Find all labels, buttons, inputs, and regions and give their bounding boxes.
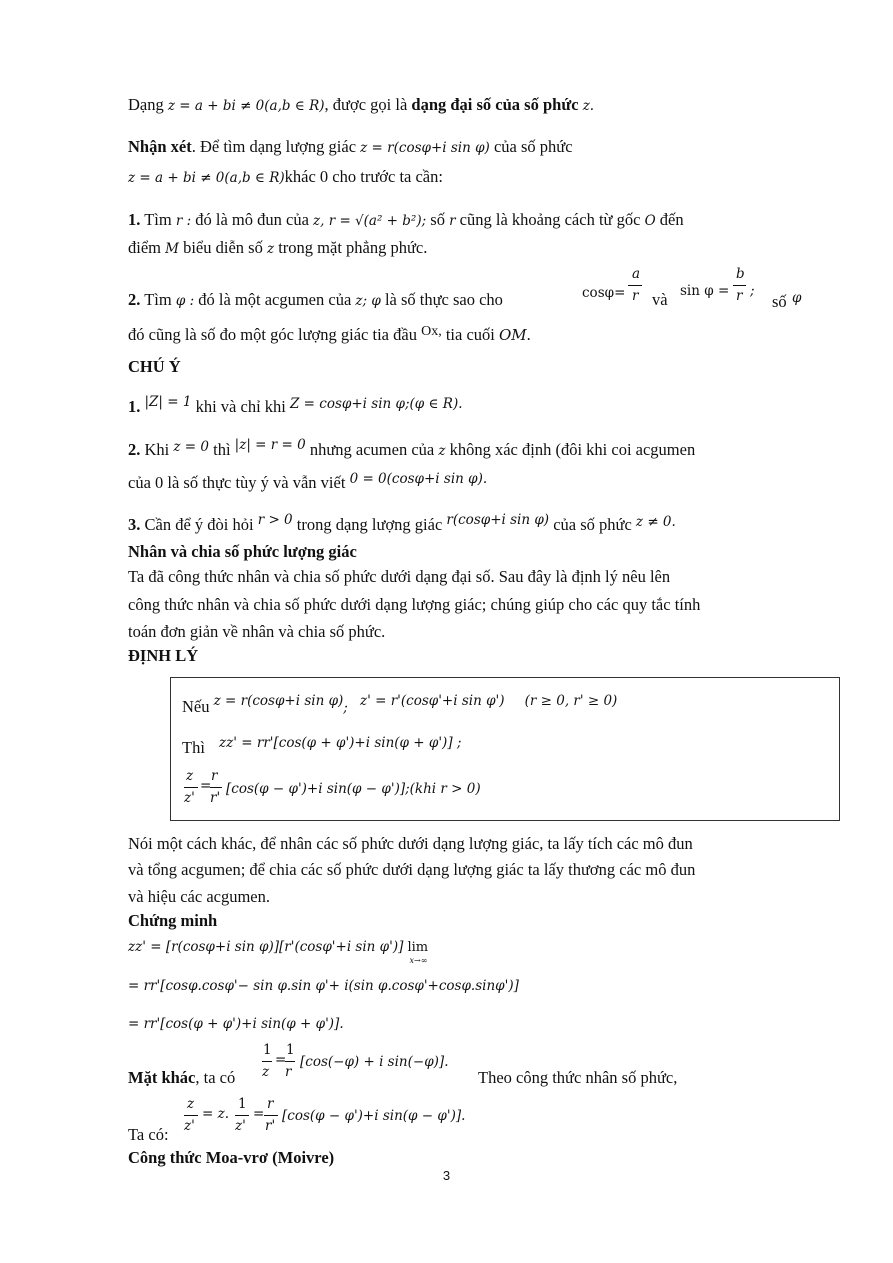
denominator: r [632,288,639,304]
line-nhan-xet [128,137,573,158]
formula: z' = r'(cosφ'+i sin φ') [359,693,505,709]
denominator: r' [265,1118,276,1134]
formula: OM [498,326,527,344]
text: biểu diễn số [183,238,263,257]
line-tia-dau [128,325,531,347]
proof-heading [128,911,217,931]
formula: zz' = [r(cosφ+i sin φ)][r'(cosφ'+i sin φ')] [128,939,404,955]
heading: CHÚ Ý [128,357,181,376]
text: Nếu [182,697,210,716]
formula: |z| = r = 0 [234,437,306,453]
formula: x→∞ [409,956,428,965]
text: đó là một acgumen của [198,290,352,309]
line-dang-dai-so [128,95,594,116]
formula: ; [750,283,755,299]
line-chu-y-3 [128,512,676,536]
text: Theo công thức nhân số phức, [478,1068,678,1087]
text: của 0 là số thực tùy ý và vẫn viết [128,473,346,492]
formula: Ox, [421,324,442,339]
line-chu-y-1 [128,394,463,418]
fraction-bar [184,1115,198,1116]
fraction-bar [235,1115,249,1116]
denominator: z' [184,1118,195,1134]
text: tia cuối [445,325,495,344]
formula: lim [407,940,429,955]
section-title [128,542,357,562]
numerator: 1 [238,1096,247,1112]
formula: φ [792,290,802,306]
formula: z ≠ 0. [635,514,676,530]
item-number: 2. [128,440,141,459]
text: . Để tìm dạng lượng giác [191,137,357,156]
bold-term: dạng đại số của số phức [411,95,579,114]
formula: = z. [202,1106,230,1122]
formula: z [438,443,446,459]
denominator: z' [235,1118,246,1134]
formula: = rr'[cos(φ + φ')+i sin(φ + φ')]. [128,1016,344,1032]
paragraph-line: Nói một cách khác, để nhân các số phức dưới dạng lượng giác, ta lấy tích các mô đun [128,834,693,853]
item-number: 1. [128,397,141,416]
denominator: z [262,1064,270,1080]
matkhac-fraction: 1 z = 1 r [262,1042,295,1080]
line-tim-r [128,210,684,231]
fraction-bar [628,285,642,286]
text: , được gọi là [324,95,408,114]
denominator: r [285,1064,292,1080]
numerator: b [736,266,745,282]
numerator: r [211,768,218,784]
line-khac-0 [128,167,443,188]
line-tim-phi [128,290,503,311]
formula: r [449,213,456,229]
text: Cần để ý đòi hỏi [144,515,254,534]
formula: z. [582,98,595,114]
formula: Z = cosφ+i sin φ;(φ ∈ R). [290,396,463,412]
heading-chu-y [128,357,181,377]
numerator: z [187,1096,195,1112]
text: Thì [182,738,205,757]
heading: ĐỊNH LÝ [128,646,199,665]
formula: z = a + bi ≠ 0(a,b ∈ R) [128,170,285,186]
formula: cosφ= [582,285,626,301]
line-chu-y-2b [128,473,487,494]
formula: z = 0 [173,439,209,455]
text: thì [213,440,231,459]
text: đến [659,210,684,229]
numerator: 1 [263,1042,272,1058]
proof-line-3 [128,1013,344,1034]
text: Dạng [128,95,164,114]
formula: M [165,241,179,257]
text: nhưng acumen của [309,440,435,459]
text: trong dạng lượng giác [296,515,443,534]
formula: ; [343,700,348,716]
box-fraction: z z' = r r' [184,768,221,806]
text: Khi [144,440,170,459]
paragraph-line: công thức nhân và chia số phức dưới dạng lượng giác; chúng giúp cho các quy tắc tính [128,595,701,614]
item-number: 1. [128,210,141,229]
formula: r : [175,213,192,229]
text: . [526,325,531,344]
formula: z, r = √(a² + b²); [313,213,427,229]
denominator: r' [210,790,221,806]
numerator: 1 [286,1042,295,1058]
paragraph-line: toán đơn giản về nhân và chia số phức. [128,622,386,641]
fraction-bar [210,787,222,788]
text: là số thực sao cho [384,290,503,309]
text: của số phức [553,515,632,534]
text: , ta có [195,1068,236,1087]
proof-line-1 [128,936,433,965]
text: và [652,290,668,309]
paragraph-line: và hiệu các acgumen. [128,887,271,906]
denominator: r [736,288,743,304]
box-line-1 [182,693,618,718]
numerator: r [267,1096,274,1112]
text: đó cũng là số đo một góc lượng giác tia đầu [128,325,417,344]
page-number: 3 [442,1168,451,1183]
fraction-bar [733,285,746,286]
proof-line-2: = rr'[cosφ.cosφ'− sin φ.sin φ'+ i(sin φ.cosφ'+cosφ.sinφ')] [128,978,519,994]
item-number: 3. [128,515,141,534]
text: điểm [128,238,161,257]
fraction-bar [264,1115,278,1116]
text: khác 0 cho trước ta cần: [284,167,443,186]
denominator: z' [184,790,195,806]
heading: Công thức Moa-vrơ (Moivre) [128,1148,335,1167]
formula: O [644,213,656,229]
formula: zz' = rr'[cos(φ + φ')+i sin(φ + φ')] ; [219,735,462,751]
text: không xác định (đôi khi coi acgumen [449,440,696,459]
line-mat-khac [128,1068,235,1088]
fraction-bar [262,1061,272,1062]
formula: z = a + bi ≠ 0(a,b ∈ R) [167,98,325,114]
formula: sin φ = [680,283,730,299]
text: số [772,292,787,311]
formula: φ : [175,293,195,309]
heading: Chứng minh [128,911,218,930]
formula: [cos(φ − φ')+i sin(φ − φ')]. [282,1108,466,1124]
moivre-heading [128,1148,334,1168]
formula: [cos(−φ) + i sin(−φ)]. [300,1054,449,1070]
formula: z [266,241,275,257]
numerator: z [186,768,194,784]
text: Tìm [144,210,172,229]
bold-term: Nhận xét [128,137,192,156]
fraction-bar [285,1061,295,1062]
paragraph-line: Ta đã công thức nhân và chia số phức dưới dạng đại số. Sau đây là định lý nêu lên [128,567,671,586]
text: Tìm [144,290,172,309]
line-diem-m [128,238,427,259]
text: trong mặt phẳng phức. [278,238,428,257]
formula: 0 = 0(cosφ+i sin φ). [349,471,488,487]
formula: z; φ [355,293,381,309]
formula: [cos(φ − φ')+i sin(φ − φ')];(khi r > 0) [226,781,481,797]
paragraph-line: và tổng acgumen; để chia các số phức dưới dạng lượng giác ta lấy thương các mô đun [128,860,696,879]
item-number: 2. [128,290,141,309]
formula: z = r(cosφ+i sin φ) [360,140,490,156]
numerator: a [632,266,641,282]
text: số [430,210,445,229]
box-line-2 [182,735,462,759]
bold-term: Mặt khác [128,1068,196,1087]
heading: Nhân và chia số phức lượng giác [128,542,357,561]
text: khi và chỉ khi [195,397,286,416]
heading-dinh-ly [128,646,198,666]
formula: r > 0 [257,512,293,528]
formula: r(cosφ+i sin φ) [446,512,550,528]
formula: z = r(cosφ+i sin φ) [213,693,344,709]
formula: (r ≥ 0, r' ≥ 0) [524,693,618,709]
text: cũng là khoảng cách từ gốc [459,210,641,229]
line-ta-co: Ta có: [128,1125,169,1144]
fraction-bar [184,787,198,788]
text: của số phức [493,137,573,156]
taco-fractions: z z' = z. 1 z' = r r' [184,1096,294,1140]
text: đó là mô đun của [195,210,309,229]
lim [407,936,433,965]
formula: |Z| = 1 [144,394,192,410]
line-chu-y-2 [128,437,696,461]
